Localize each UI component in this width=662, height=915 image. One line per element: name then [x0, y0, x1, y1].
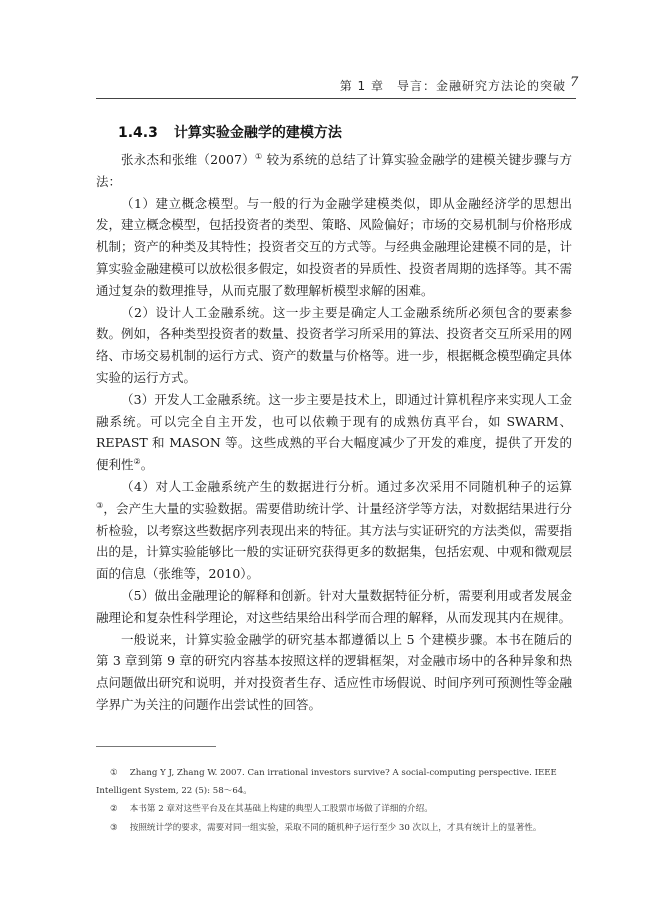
paragraph-text: （1）建立概念模型。与一般的行为金融学建模类似，即从金融经济学的思想出发，建立概念模型，包括投资者的类型、策略、风险偏好；市场的交易机制与价格形成机制；资产的种类及其特性；投资者交互的方式等。与经典金融理论建模不同的是，计算实验金融建模可以放松很多假定，如投资者的异质性、投资者周期的选择等。其不需通过复杂的数理推导，从而克服了数理解析模型求解的困难。 — [96, 195, 572, 298]
footnote-ref: ② — [133, 457, 141, 466]
footnote-mark: ③ — [110, 822, 118, 833]
paragraph-intro — [96, 149, 572, 193]
page-header — [0, 0, 662, 100]
section-title: 计算实验金融学的建模方法 — [173, 125, 342, 141]
page-number: 7 — [570, 75, 579, 90]
footnote-text: Zhang Y J, Zhang W. 2007. Can irrational investors survive? A social-computing perspective. IEEE Intelligent System, 22 (5): 58～64。 — [96, 768, 557, 796]
paragraph-text: （3）开发人工金融系统。这一步主要是技术上，即通过计算机程序来实现人工金融系统。可以完全自主开发，也可以依赖于现有的成熟仿真平台，如 SWARM、REPAST 和 MASON 等。这些成熟的平台大幅度减少了开发的难度，提供了开发的便利性 — [96, 391, 572, 473]
paragraph-step-5 — [96, 585, 572, 629]
footnote-ref: ③ — [96, 500, 104, 510]
paragraph-text: 较为系统的总结了计算实验金融学的建模关键步骤与方法： — [96, 152, 573, 189]
section-heading — [118, 122, 342, 142]
paragraph-step-4 — [96, 476, 572, 585]
paragraph-conclusion — [96, 629, 572, 716]
footnotes — [96, 765, 576, 838]
footnote-text: 本书第 2 章对这些平台及在其基础上构建的典型人工股票市场做了详细的介绍。 — [129, 804, 433, 814]
paragraph-text: 张永杰和张维（2007） — [121, 152, 255, 167]
footnote-text: 按照统计学的要求，需要对同一组实验，采取不同的随机种子运行至少 30 次以上，才具有统计上的显著性。 — [129, 822, 542, 833]
footnote-2 — [96, 801, 576, 819]
paragraph-text: （5）做出金融理论的解释和创新。针对大量数据特征分析，需要利用或者发展金融理论和复杂性科学理论，对这些结果给出科学而合理的解释，从而发现其内在规律。 — [96, 587, 572, 625]
body-text — [96, 149, 572, 716]
paragraph-text: 。 — [140, 457, 154, 473]
footnote-3 — [96, 820, 576, 838]
footnote-ref: ① — [254, 151, 263, 161]
footnote-1 — [96, 765, 576, 800]
footnote-mark: ② — [110, 804, 118, 814]
paragraph-text: 一般说来，计算实验金融学的研究基本都遵循以上 5 个建模步骤。本书在随后的第 3 章到第 9 章的研究内容基本按照这样的逻辑框架，对金融市场中的各种异象和热点问题做出研究和说明，并对投资者生存、适应性市场假说、时间序列可预测性等金融学界广为关注的问题作出尝试性的回答。 — [96, 631, 572, 712]
paragraph-text: （2）设计人工金融系统。这一步主要是确定人工金融系统所必须包含的要素参数。例如，各种类型投资者的数量、投资者学习所采用的算法、投资者交互所采用的网络、市场交易机制的运行方式、资产的数量与价格等。进一步，根据概念模型确定具体实验的运行方式。 — [96, 304, 572, 385]
chapter-running-title: 第 1 章 导言：金融研究方法论的突破 — [339, 79, 566, 93]
paragraph-step-2 — [96, 302, 572, 389]
paragraph-step-3 — [96, 389, 572, 476]
section-number: 1.4.3 — [118, 125, 158, 141]
footnote-rule — [96, 746, 216, 747]
paragraph-step-1 — [96, 193, 572, 302]
footnote-mark: ① — [110, 768, 118, 778]
header-rule — [96, 98, 576, 99]
paragraph-text: ，会产生大量的实验数据。需要借助统计学、计量经济学等方法，对数据结果进行分析检验，以考察这些数据序列表现出来的特征。其方法与实证研究的方法类似，需要指出的是，计算实验能够比一般的实证研究获得更多的数据集，包括宏观、中观和微观层面的信息（张维等，2010）。 — [96, 500, 572, 582]
paragraph-text: （4）对人工金融系统产生的数据进行分析。通过多次采用不同随机种子的运算 — [121, 478, 572, 494]
